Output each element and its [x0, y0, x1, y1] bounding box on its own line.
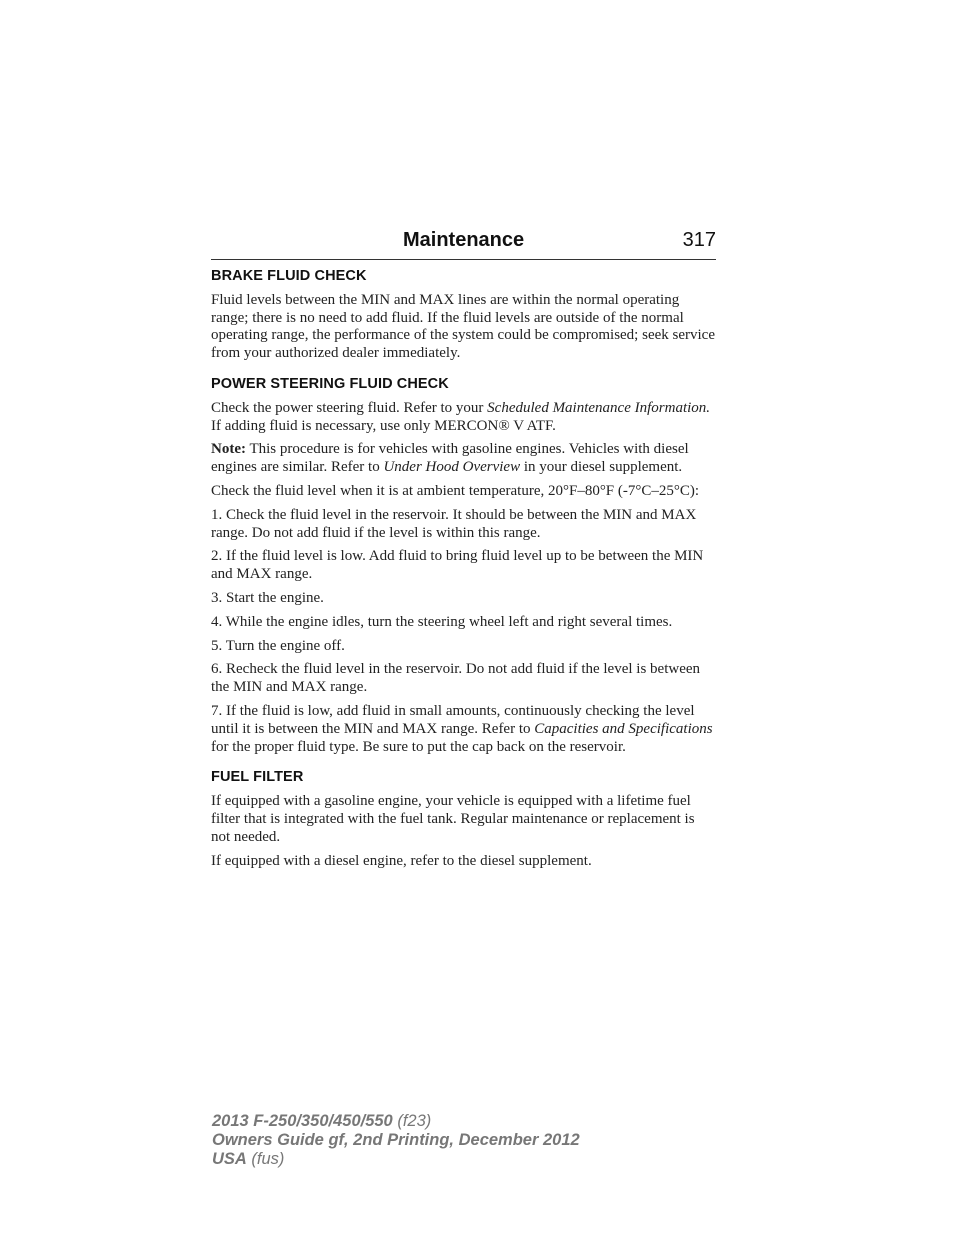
page-content [211, 268, 717, 883]
page-number: 317 [682, 229, 716, 251]
fuel-filter-paragraph-1: If equipped with a gasoline engine, your vehicle is equipped with a lifetime fuel filter that is integrated with the fuel tank. Regular maintenance or replacement is not needed. [211, 793, 695, 845]
reference-scheduled-maintenance: Scheduled Maintenance Information. [487, 399, 711, 416]
step-4: 4. While the engine idles, turn the steering wheel left and right several times. [211, 613, 673, 630]
power-steering-intro: Check the power steering fluid. Refer to your Scheduled Maintenance Information. If adding fluid is necessary, use only MERCON® V ATF. [211, 399, 711, 434]
brake-fluid-paragraph: Fluid levels between the MIN and MAX lines are within the normal operating range; there is no need to add fluid. If the fluid levels are outside of the normal operating range, the performance of the system could be compromised; seek service from your authorized dealer immediately. [211, 291, 715, 362]
step-7: 7. If the fluid is low, add fluid in small amounts, continuously checking the level until it is between the MIN and MAX range. Refer to Capacities and Specifications for the proper fluid type. Be sure to put the cap back on the reservoir. [211, 702, 713, 755]
step-6: 6. Recheck the fluid level in the reservoir. Do not add fluid if the level is between the MIN and MAX range. [211, 661, 701, 696]
footer-line-1: 2013 F-250/350/450/550 (f23) [212, 1112, 432, 1130]
brake-fluid-heading: BRAKE FLUID CHECK [211, 268, 367, 284]
note-paragraph: Note: This procedure is for vehicles with gasoline engines. Vehicles with diesel engines are similar. Refer to Under Hood Overview in your diesel supplement. [211, 441, 689, 476]
reference-capacities-specifications: Capacities and Specifications [534, 720, 713, 737]
step-3: 3. Start the engine. [211, 589, 324, 606]
power-steering-heading: POWER STEERING FLUID CHECK [211, 375, 449, 392]
fuel-filter-paragraph-2: If equipped with a diesel engine, refer to the diesel supplement. [211, 852, 592, 869]
power-steering-section [211, 376, 717, 756]
temperature-paragraph: Check the fluid level when it is at ambient temperature, 20°F–80°F (-7°C–25°C): [211, 482, 700, 499]
step-5: 5. Turn the engine off. [211, 637, 345, 654]
step-1: 1. Check the fluid level in the reservoir. It should be between the MIN and MAX range. Do not add fluid if the level is within this range. [211, 506, 697, 541]
fuel-filter-heading: FUEL FILTER [211, 769, 304, 786]
reference-under-hood-overview: Under Hood Overview [383, 459, 521, 476]
page-footer [212, 1112, 580, 1169]
page-header [211, 229, 716, 260]
step-2: 2. If the fluid level is low. Add fluid to bring fluid level up to be between the MIN and MAX range. [211, 548, 704, 583]
fuel-filter-section [211, 769, 717, 870]
footer-line-3: USA (fus) [212, 1150, 285, 1168]
footer-line-2: Owners Guide gf, 2nd Printing, December 2012 [212, 1131, 580, 1149]
note-label: Note: [211, 441, 246, 458]
brake-fluid-section [211, 268, 717, 363]
section-title: Maintenance [403, 229, 525, 251]
